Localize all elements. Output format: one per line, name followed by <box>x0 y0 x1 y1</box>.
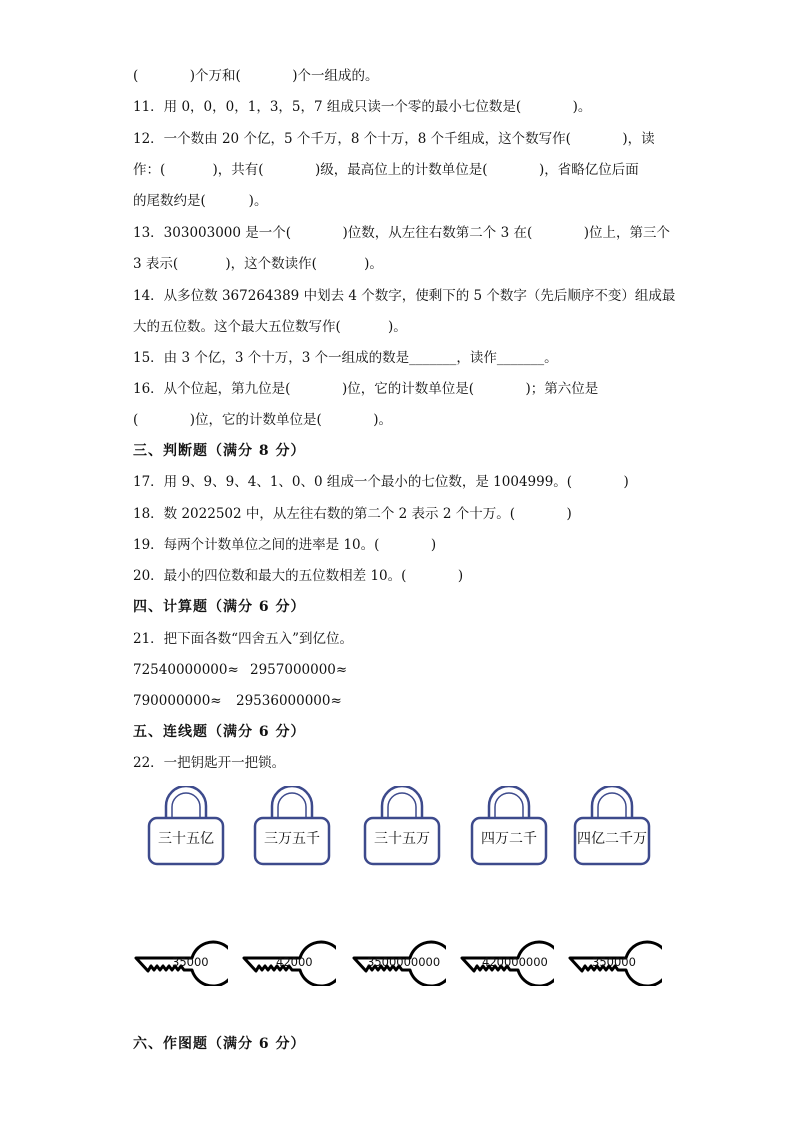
padlock-icon <box>470 786 548 866</box>
key-label: 35000 <box>172 955 209 969</box>
key-1[interactable] <box>134 940 228 986</box>
question-14-line2: 大的五位数。这个最大五位数写作( )。 <box>133 319 407 335</box>
question-12-line2: 作：( )，共有( )级，最高位上的计数单位是( )，省略亿位后面 <box>133 162 639 178</box>
lock-label: 三十五亿 <box>158 831 214 847</box>
question-22: 22．一把钥匙开一把锁。 <box>133 755 286 771</box>
question-18: 18．数 2022502 中，从左往右数的第二个 2 表示 2 个十万。( ) <box>133 506 572 522</box>
lock-label: 四亿二千万 <box>577 831 647 847</box>
question-16-line1: 16．从个位起，第九位是( )位，它的计数单位是( )；第六位是 <box>133 381 599 397</box>
lock-2[interactable] <box>253 786 331 866</box>
calc-item-2: 2957000000≈ <box>250 662 348 678</box>
question-13-line1: 13．303003000 是一个( )位数，从左往右数第二个 3 在( )位上，第三个 <box>133 225 671 241</box>
question-19: 19．每两个计数单位之间的进率是 10。( ) <box>133 537 437 553</box>
question-10-continued: ( )个万和( )个一组成的。 <box>133 68 379 84</box>
section-heading-drawing: 六、作图题（满分 6 分） <box>133 1036 306 1052</box>
key-4[interactable] <box>460 940 554 986</box>
key-2[interactable] <box>242 940 336 986</box>
question-12-line3: 的尾数约是( )。 <box>133 193 268 209</box>
padlock-icon <box>573 786 651 866</box>
question-16-line2: ( )位，它的计数单位是( )。 <box>133 412 393 428</box>
section-heading-judgement: 三、判断题（满分 8 分） <box>133 443 306 459</box>
question-17: 17．用 9、9、9、4、1、0、0 组成一个最小的七位数，是 1004999。( ) <box>133 474 629 490</box>
lock-3[interactable] <box>363 786 441 866</box>
question-14-line1: 14．从多位数 367264389 中划去 4 个数字，使剩下的 5 个数字（先后顺序不变）组成最 <box>133 288 676 304</box>
calc-item-4: 29536000000≈ <box>236 693 342 709</box>
section-heading-calculation: 四、计算题（满分 6 分） <box>133 599 306 615</box>
key-3[interactable] <box>352 940 446 986</box>
lock-label: 三十五万 <box>374 831 430 847</box>
question-12-line1: 12．一个数由 20 个亿，5 个千万，8 个十万，8 个千组成，这个数写作( )，读 <box>133 131 655 147</box>
key-label: 3500000000 <box>367 955 441 969</box>
question-11: 11．用 0，0，0，1，3，5，7 组成只读一个零的最小七位数是( )。 <box>133 99 592 115</box>
question-15: 15．由 3 个亿，3 个十万，3 个一组成的数是_______，读作_______。 <box>133 350 558 366</box>
calc-item-3: 790000000≈ <box>133 693 222 709</box>
section-heading-matching: 五、连线题（满分 6 分） <box>133 724 306 740</box>
key-label: 420000000 <box>482 955 548 969</box>
key-5[interactable] <box>568 940 662 986</box>
lock-1[interactable] <box>147 786 225 866</box>
calc-item-1: 72540000000≈ <box>133 662 239 678</box>
lock-label: 四万二千 <box>481 831 537 847</box>
padlock-icon <box>253 786 331 866</box>
lock-label: 三万五千 <box>264 831 320 847</box>
padlock-icon <box>147 786 225 866</box>
padlock-icon <box>363 786 441 866</box>
key-label: 42000 <box>276 955 313 969</box>
question-21: 21．把下面各数“四舍五入”到亿位。 <box>133 631 353 647</box>
lock-4[interactable] <box>470 786 548 866</box>
key-label: 350000 <box>592 955 636 969</box>
question-13-line2: 3 表示( )，这个数读作( )。 <box>133 256 383 272</box>
lock-5[interactable] <box>573 786 651 866</box>
question-20: 20．最小的四位数和最大的五位数相差 10。( ) <box>133 568 464 584</box>
